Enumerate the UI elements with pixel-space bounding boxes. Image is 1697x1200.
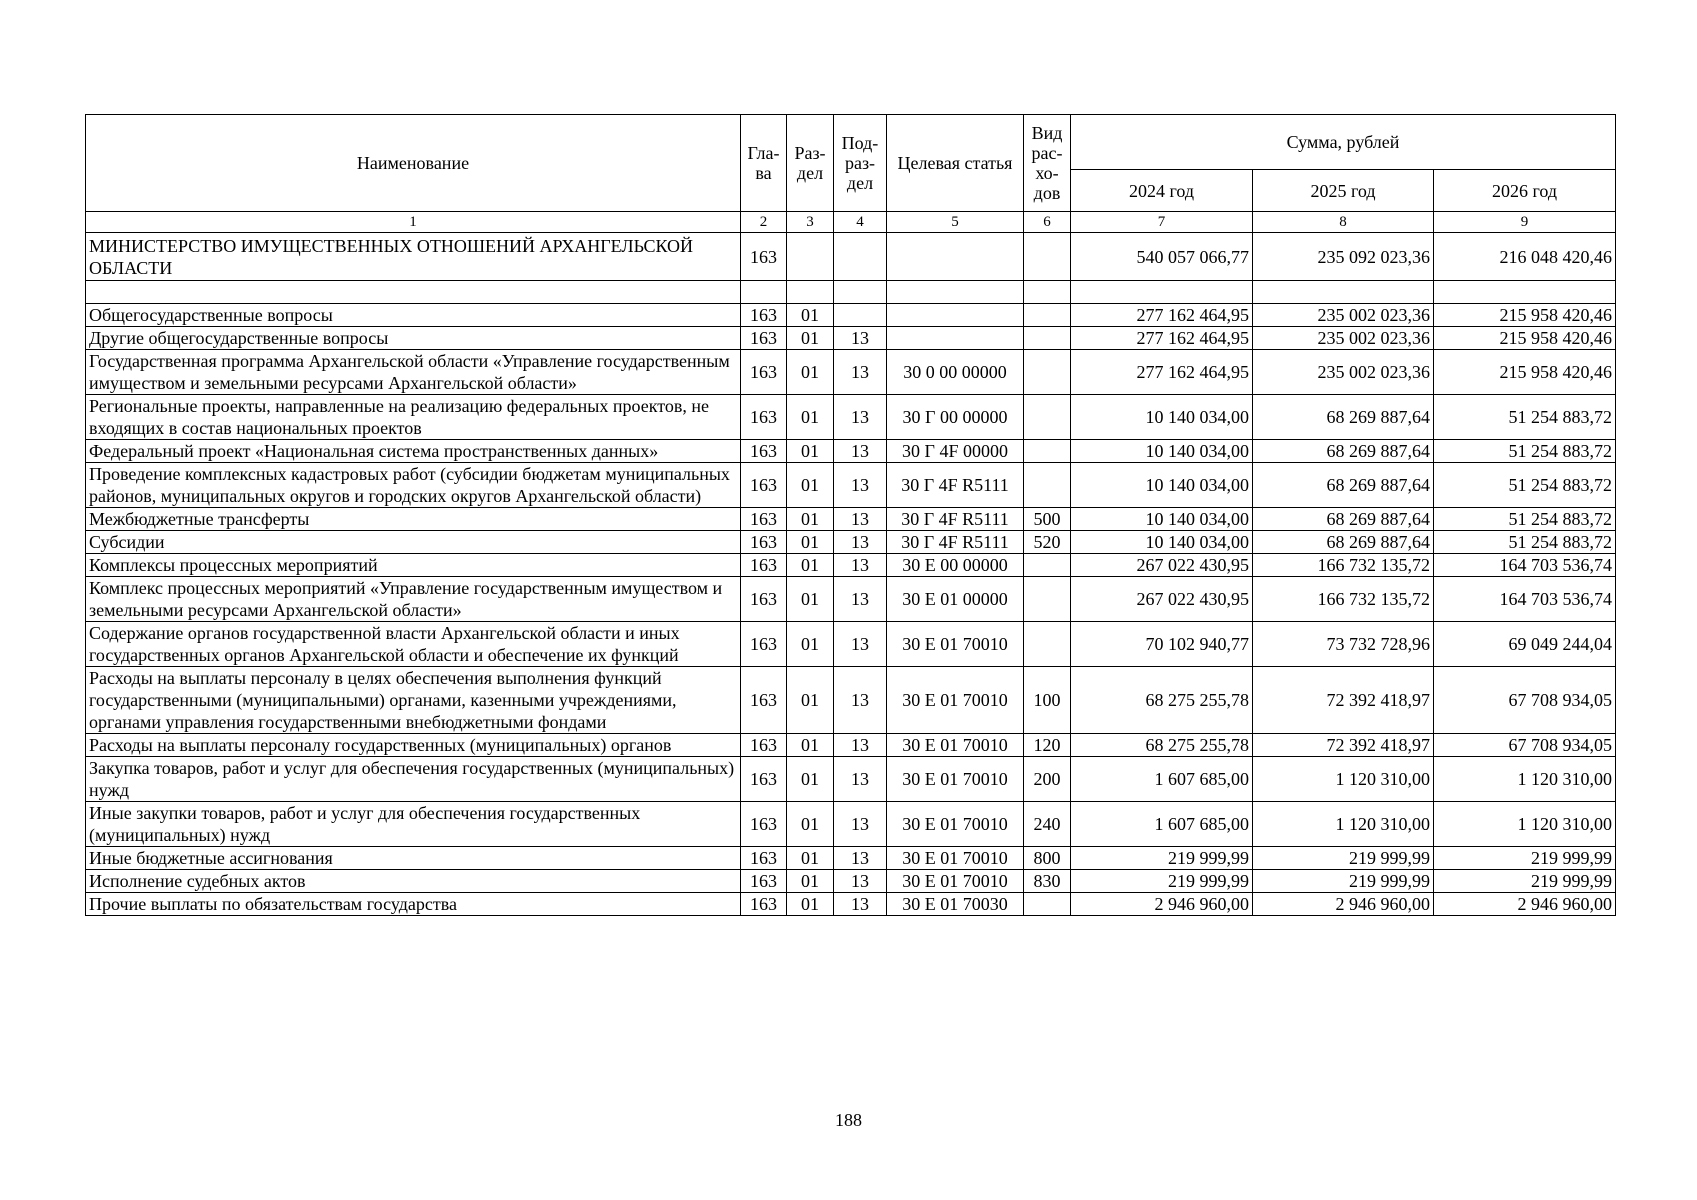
row-2025: 72 392 418,97	[1253, 667, 1434, 734]
row-podrazdel: 13	[834, 802, 887, 847]
table-body	[86, 233, 1616, 916]
table-row	[86, 554, 1616, 577]
row-podrazdel: 13	[834, 847, 887, 870]
row-podrazdel: 13	[834, 508, 887, 531]
row-glava: 163	[741, 847, 787, 870]
page-number: 188	[835, 1110, 862, 1130]
header-glava: Гла-ва	[741, 115, 787, 212]
row-vid	[1024, 893, 1071, 916]
row-2025: 166 732 135,72	[1253, 577, 1434, 622]
column-number: 5	[887, 212, 1024, 233]
row-vid	[1024, 440, 1071, 463]
row-glava: 163	[741, 508, 787, 531]
row-vid	[1024, 350, 1071, 395]
row-target: 30 Е 00 00000	[887, 554, 1024, 577]
row-2025: 2 946 960,00	[1253, 893, 1434, 916]
row-2026: 69 049 244,04	[1434, 622, 1616, 667]
row-2024: 10 140 034,00	[1071, 463, 1253, 508]
row-2026: 215 958 420,46	[1434, 327, 1616, 350]
spacer-row	[86, 281, 1616, 304]
row-razdel: 01	[787, 622, 834, 667]
row-vid: 200	[1024, 757, 1071, 802]
table-row	[86, 508, 1616, 531]
row-vid: 500	[1024, 508, 1071, 531]
row-podrazdel: 13	[834, 622, 887, 667]
row-glava: 163	[741, 893, 787, 916]
row-2025: 1 120 310,00	[1253, 802, 1434, 847]
row-name: Комплекс процессных мероприятий «Управление государственным имуществом и земельными ресурсами Архангельской области»	[86, 577, 741, 622]
row-name: Содержание органов государственной власти Архангельской области и иных государственных органов Архангельской области и обеспечение их функций	[86, 622, 741, 667]
row-razdel: 01	[787, 440, 834, 463]
row-podrazdel: 13	[834, 350, 887, 395]
row-2026: 51 254 883,72	[1434, 440, 1616, 463]
row-name: Другие общегосударственные вопросы	[86, 327, 741, 350]
row-target: 30 Е 01 00000	[887, 577, 1024, 622]
row-podrazdel: 13	[834, 667, 887, 734]
row-razdel: 01	[787, 847, 834, 870]
row-2026: 1 120 310,00	[1434, 757, 1616, 802]
row-podrazdel: 13	[834, 463, 887, 508]
header-target: Целевая статья	[887, 115, 1024, 212]
row-target: 30 Е 01 70010	[887, 667, 1024, 734]
row-vid	[1024, 622, 1071, 667]
table-row	[86, 531, 1616, 554]
table-row	[86, 463, 1616, 508]
row-vid	[1024, 395, 1071, 440]
row-podrazdel: 13	[834, 440, 887, 463]
row-glava: 163	[741, 327, 787, 350]
table-row	[86, 893, 1616, 916]
row-2026: 51 254 883,72	[1434, 463, 1616, 508]
column-number: 8	[1253, 212, 1434, 233]
row-name: Проведение комплексных кадастровых работ (субсидии бюджетам муниципальных районов, муниципальных округов и городских округов Архангельской области)	[86, 463, 741, 508]
row-2024: 70 102 940,77	[1071, 622, 1253, 667]
row-name: Общегосударственные вопросы	[86, 304, 741, 327]
row-2025: 68 269 887,64	[1253, 440, 1434, 463]
row-target: 30 Е 01 70010	[887, 622, 1024, 667]
row-2026: 215 958 420,46	[1434, 350, 1616, 395]
row-vid: 830	[1024, 870, 1071, 893]
ministry-2024: 540 057 066,77	[1071, 233, 1253, 281]
row-2026: 164 703 536,74	[1434, 554, 1616, 577]
table-row	[86, 440, 1616, 463]
row-2026: 164 703 536,74	[1434, 577, 1616, 622]
row-name: Закупка товаров, работ и услуг для обеспечения государственных (муниципальных) нужд	[86, 757, 741, 802]
row-2025: 68 269 887,64	[1253, 508, 1434, 531]
column-number: 2	[741, 212, 787, 233]
row-name: Исполнение судебных актов	[86, 870, 741, 893]
row-glava: 163	[741, 350, 787, 395]
row-2025: 68 269 887,64	[1253, 463, 1434, 508]
row-razdel: 01	[787, 304, 834, 327]
row-2025: 1 120 310,00	[1253, 757, 1434, 802]
row-2025: 235 002 023,36	[1253, 327, 1434, 350]
row-razdel: 01	[787, 554, 834, 577]
row-target: 30 Е 01 70010	[887, 870, 1024, 893]
table-row	[86, 870, 1616, 893]
ministry-2026: 216 048 420,46	[1434, 233, 1616, 281]
row-name: Межбюджетные трансферты	[86, 508, 741, 531]
row-name: Государственная программа Архангельской области «Управление государственным имуществом и земельными ресурсами Архангельской области»	[86, 350, 741, 395]
row-2025: 219 999,99	[1253, 847, 1434, 870]
row-podrazdel: 13	[834, 554, 887, 577]
row-2024: 10 140 034,00	[1071, 508, 1253, 531]
row-2025: 72 392 418,97	[1253, 734, 1434, 757]
row-2026: 2 946 960,00	[1434, 893, 1616, 916]
column-number: 1	[86, 212, 741, 233]
ministry-row	[86, 233, 1616, 281]
row-2024: 267 022 430,95	[1071, 554, 1253, 577]
row-2024: 277 162 464,95	[1071, 304, 1253, 327]
column-number: 7	[1071, 212, 1253, 233]
row-podrazdel: 13	[834, 734, 887, 757]
table-row	[86, 395, 1616, 440]
column-number-row	[86, 212, 1616, 233]
row-2025: 219 999,99	[1253, 870, 1434, 893]
row-2025: 68 269 887,64	[1253, 395, 1434, 440]
row-vid	[1024, 304, 1071, 327]
row-razdel: 01	[787, 395, 834, 440]
column-number: 6	[1024, 212, 1071, 233]
row-target: 30 Г 4F R5111	[887, 463, 1024, 508]
row-name: Расходы на выплаты персоналу государственных (муниципальных) органов	[86, 734, 741, 757]
row-vid: 120	[1024, 734, 1071, 757]
row-target	[887, 304, 1024, 327]
table-header	[86, 115, 1616, 233]
row-vid	[1024, 327, 1071, 350]
row-glava: 163	[741, 304, 787, 327]
row-target: 30 Е 01 70010	[887, 734, 1024, 757]
row-2026: 67 708 934,05	[1434, 734, 1616, 757]
header-vid: Вид рас-хо-дов	[1024, 115, 1071, 212]
row-name: Иные бюджетные ассигнования	[86, 847, 741, 870]
row-podrazdel	[834, 304, 887, 327]
row-razdel: 01	[787, 667, 834, 734]
header-2026: 2026 год	[1434, 170, 1616, 212]
row-razdel: 01	[787, 531, 834, 554]
ministry-name: МИНИСТЕРСТВО ИМУЩЕСТВЕННЫХ ОТНОШЕНИЙ АРХАНГЕЛЬСКОЙ ОБЛАСТИ	[86, 233, 741, 281]
row-glava: 163	[741, 802, 787, 847]
row-2024: 1 607 685,00	[1071, 802, 1253, 847]
row-glava: 163	[741, 554, 787, 577]
row-2024: 267 022 430,95	[1071, 577, 1253, 622]
row-razdel: 01	[787, 508, 834, 531]
row-razdel: 01	[787, 893, 834, 916]
row-glava: 163	[741, 757, 787, 802]
row-2026: 219 999,99	[1434, 870, 1616, 893]
row-2024: 277 162 464,95	[1071, 327, 1253, 350]
row-podrazdel: 13	[834, 531, 887, 554]
row-glava: 163	[741, 622, 787, 667]
row-2025: 166 732 135,72	[1253, 554, 1434, 577]
table-row	[86, 350, 1616, 395]
row-razdel: 01	[787, 757, 834, 802]
row-2024: 219 999,99	[1071, 847, 1253, 870]
row-2024: 10 140 034,00	[1071, 531, 1253, 554]
row-vid: 520	[1024, 531, 1071, 554]
row-vid: 100	[1024, 667, 1071, 734]
row-glava: 163	[741, 734, 787, 757]
column-number: 9	[1434, 212, 1616, 233]
row-2024: 277 162 464,95	[1071, 350, 1253, 395]
row-vid	[1024, 577, 1071, 622]
row-2024: 219 999,99	[1071, 870, 1253, 893]
row-razdel: 01	[787, 327, 834, 350]
row-razdel: 01	[787, 463, 834, 508]
row-razdel: 01	[787, 350, 834, 395]
header-sum: Сумма, рублей	[1071, 115, 1616, 170]
row-name: Федеральный проект «Национальная система пространственных данных»	[86, 440, 741, 463]
header-name: Наименование	[86, 115, 741, 212]
table-row	[86, 622, 1616, 667]
row-name: Иные закупки товаров, работ и услуг для обеспечения государственных (муниципальных) нужд	[86, 802, 741, 847]
row-podrazdel: 13	[834, 327, 887, 350]
row-name: Субсидии	[86, 531, 741, 554]
row-2024: 10 140 034,00	[1071, 395, 1253, 440]
row-name: Прочие выплаты по обязательствам государства	[86, 893, 741, 916]
row-2024: 10 140 034,00	[1071, 440, 1253, 463]
row-podrazdel: 13	[834, 577, 887, 622]
row-glava: 163	[741, 667, 787, 734]
row-2026: 51 254 883,72	[1434, 508, 1616, 531]
table-row	[86, 667, 1616, 734]
row-2026: 215 958 420,46	[1434, 304, 1616, 327]
table-row	[86, 847, 1616, 870]
row-razdel: 01	[787, 802, 834, 847]
table-row	[86, 327, 1616, 350]
header-podrazdel: Под-раз-дел	[834, 115, 887, 212]
ministry-2025: 235 092 023,36	[1253, 233, 1434, 281]
row-glava: 163	[741, 463, 787, 508]
row-razdel: 01	[787, 870, 834, 893]
row-podrazdel: 13	[834, 395, 887, 440]
row-target: 30 Е 01 70030	[887, 893, 1024, 916]
row-glava: 163	[741, 577, 787, 622]
row-2024: 68 275 255,78	[1071, 667, 1253, 734]
row-name: Региональные проекты, направленные на реализацию федеральных проектов, не входящих в состав национальных проектов	[86, 395, 741, 440]
row-razdel: 01	[787, 577, 834, 622]
table-row	[86, 304, 1616, 327]
row-vid: 240	[1024, 802, 1071, 847]
row-2026: 67 708 934,05	[1434, 667, 1616, 734]
row-2026: 51 254 883,72	[1434, 531, 1616, 554]
row-target: 30 Е 01 70010	[887, 757, 1024, 802]
row-2026: 1 120 310,00	[1434, 802, 1616, 847]
row-2026: 51 254 883,72	[1434, 395, 1616, 440]
table-row	[86, 757, 1616, 802]
row-2025: 235 002 023,36	[1253, 304, 1434, 327]
row-podrazdel: 13	[834, 757, 887, 802]
column-number: 3	[787, 212, 834, 233]
row-glava: 163	[741, 870, 787, 893]
row-2024: 2 946 960,00	[1071, 893, 1253, 916]
row-target: 30 Е 01 70010	[887, 802, 1024, 847]
row-glava: 163	[741, 531, 787, 554]
row-2024: 1 607 685,00	[1071, 757, 1253, 802]
row-name: Расходы на выплаты персоналу в целях обеспечения выполнения функций государственными (муниципальными) органами, казенными учреждениями, органами управления государственными внебюджетными фондами	[86, 667, 741, 734]
ministry-glava: 163	[741, 233, 787, 281]
column-number: 4	[834, 212, 887, 233]
row-2024: 68 275 255,78	[1071, 734, 1253, 757]
row-target: 30 Г 4F R5111	[887, 508, 1024, 531]
header-razdel: Раз-дел	[787, 115, 834, 212]
row-target: 30 Г 4F R5111	[887, 531, 1024, 554]
row-2025: 73 732 728,96	[1253, 622, 1434, 667]
row-2026: 219 999,99	[1434, 847, 1616, 870]
row-glava: 163	[741, 395, 787, 440]
row-target: 30 0 00 00000	[887, 350, 1024, 395]
row-vid: 800	[1024, 847, 1071, 870]
row-vid	[1024, 554, 1071, 577]
row-2025: 235 002 023,36	[1253, 350, 1434, 395]
row-podrazdel: 13	[834, 893, 887, 916]
header-2025: 2025 год	[1253, 170, 1434, 212]
row-glava: 163	[741, 440, 787, 463]
row-target: 30 Г 00 00000	[887, 395, 1024, 440]
row-2025: 68 269 887,64	[1253, 531, 1434, 554]
row-razdel: 01	[787, 734, 834, 757]
row-podrazdel: 13	[834, 870, 887, 893]
row-name: Комплексы процессных мероприятий	[86, 554, 741, 577]
table-row	[86, 577, 1616, 622]
table-row	[86, 802, 1616, 847]
row-target: 30 Г 4F 00000	[887, 440, 1024, 463]
budget-table	[85, 114, 1616, 916]
row-vid	[1024, 463, 1071, 508]
header-2024: 2024 год	[1071, 170, 1253, 212]
table-row	[86, 734, 1616, 757]
row-target	[887, 327, 1024, 350]
row-target: 30 Е 01 70010	[887, 847, 1024, 870]
